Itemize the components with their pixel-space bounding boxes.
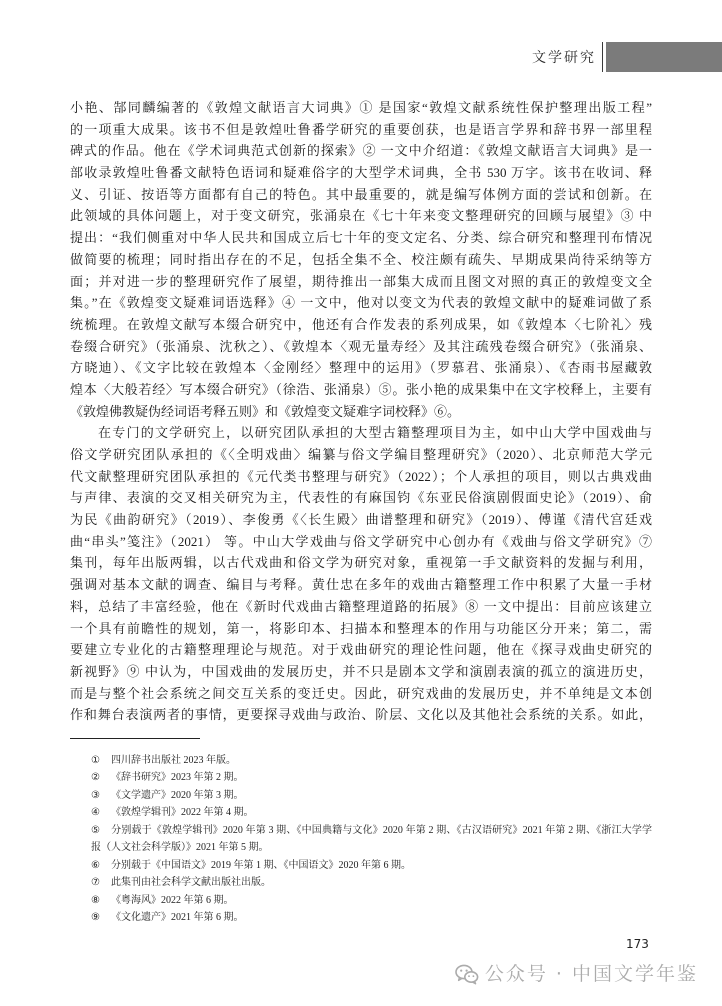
paragraph (70, 422, 652, 726)
footnote (91, 892, 652, 909)
body-line: 《敦煌佛教疑伪经词语考释五则》和《敦煌变文疑难字词校释》⑥。 (70, 403, 461, 419)
footnote-number: ④ (91, 807, 100, 819)
body-line: 提出：“我们侧重对中华人民共和国成立后七十年的变文定名、分类、综合研究和整理刊布情况 (70, 230, 652, 246)
body-line: 集刊，每年出版两辑，以古代戏曲和俗文学为研究对象，重视第一手文献资料的发掘与利用， (70, 555, 652, 571)
body-line: 与声律、表演的交叉相关研究为主，代表性的有麻国钧《东亚民俗演剧假面史论》（2019）、俞 (70, 490, 652, 506)
body-line: 碑式的作品。他在《学术词典范式创新的探索》② 一文中介绍道：《敦煌文献语言大词典》是一 (70, 143, 652, 159)
body-line: 方晓迪）、《文字比较在敦煌本〈金刚经〉整理中的运用》（罗慕君、张涌泉）、《杏雨书屋藏敦 (70, 360, 652, 376)
footnote-text: 分别载于《敦煌学辑刊》2020 年第 3 期、《中国典籍与文化》2020 年第 2 期、《古汉语研究》2021 年第 2 期、《浙江大学学报（人文社会科学版）》2021 年第 5 期。 (91, 824, 652, 854)
footnote-number: ⑦ (91, 877, 100, 889)
watermark-text: 公众号 · 中国文学年鉴 (484, 963, 698, 985)
footnotes (91, 752, 652, 927)
footnote-text: 《文学遗产》2020 年第 3 期。 (111, 789, 244, 801)
body-line: 代文献整理研究团队承担的《元代类书整理与研究》（2022）；个人承担的项目，则以古典戏曲 (70, 468, 652, 484)
footnote-number: ① (91, 755, 100, 766)
footnote-text: 此集刊由社会科学文献出版社出版。 (111, 877, 271, 889)
footnote (91, 909, 652, 926)
page-number: 173 (626, 937, 649, 951)
body-line: 做简要的梳理；同时指出存在的不足，包括全集不全、校注颇有疏失、早期成果尚待采纳等方 (70, 251, 652, 267)
footnote (91, 787, 652, 804)
body-line: 曲“串头”笺注》（2021） 等。中山大学戏曲与俗文学研究中心创办有《戏曲与俗文学研究》⑦ (70, 533, 652, 549)
footnote-text: 《文化遗产》2021 年第 6 期。 (111, 912, 244, 924)
footnote-number: ⑨ (91, 912, 100, 924)
body-line: 面；并对进一步的整理研究作了展望，期待推出一部集大成而且图文对照的真正的敦煌变文全 (70, 273, 652, 289)
header-divider (602, 42, 603, 72)
wechat-icon (455, 964, 479, 985)
body-line: 的一项重大成果。该书不但是敦煌吐鲁番学研究的重要创获，也是语言学界和辞书界一部里程 (70, 121, 652, 137)
body-line: 料，总结了丰富经验，他在《新时代戏曲古籍整理道路的拓展》⑧ 一文中提出：目前应该建立 (70, 598, 652, 614)
section-header-title: 文学研究 (532, 50, 596, 66)
footnote-number: ③ (91, 789, 100, 801)
body-line: 集。”在《敦煌变文疑难词语选释》④ 一文中，他对以变文为代表的敦煌文献中的疑难词做了系 (70, 295, 652, 311)
body-line: 卷缀合研究》（张涌泉、沈秋之）、《敦煌本〈观无量寿经〉及其注疏残卷缀合研究》（张涌泉、 (70, 338, 652, 354)
footnote-number: ⑥ (91, 859, 100, 871)
paragraph (70, 97, 652, 422)
header-gray-bar (606, 42, 722, 72)
body-line: 新视野》⑨ 中认为，中国戏曲的发展历史，并不只是剧本文学和演剧表演的孤立的演进历史， (70, 663, 652, 679)
body-line: 而是与整个社会系统之间交互关系的变迁史。因此，研究戏曲的发展历史，并不单纯是文本创 (70, 685, 652, 701)
footnote-text: 《敦煌学辑刊》2022 年第 4 期。 (111, 807, 254, 819)
body-line: 作和舞台表演两者的事情，更要探寻戏曲与政治、阶层、文化以及其他社会系统的关系。如此， (70, 707, 652, 723)
footnote-text: 《粤海风》2022 年第 6 期。 (111, 894, 234, 906)
footnote-separator (70, 738, 200, 739)
body-line: 义、引证、按语等方面都有自己的特色。其中最重要的，就是编写体例方面的尝试和创新。在 (70, 186, 652, 202)
footnote (91, 804, 652, 821)
footnote (91, 874, 652, 891)
footnote (91, 857, 652, 874)
body-line: 小艳、郜同麟编著的《敦煌文献语言大词典》① 是国家“敦煌文献系统性保护整理出版工程” (70, 100, 652, 115)
body-line: 此领域的具体问题上，对于变文研究，张涌泉在《七十年来变文整理研究的回顾与展望》③ 中 (70, 208, 652, 224)
body-line: 统梳理。在敦煌文献写本缀合研究中，他还有合作发表的系列成果，如《敦煌本〈七阶礼〉残 (70, 316, 652, 332)
footnote-number: ⑧ (91, 894, 100, 906)
body-line: 一个具有前瞻性的规划，第一，将影印本、扫描本和整理本的作用与功能区分开来；第二，需 (70, 620, 652, 636)
footnote-text: 分别载于《中国语文》2019 年第 1 期、《中国语文》2020 年第 6 期。 (111, 859, 411, 871)
footnote-text: 四川辞书出版社 2023 年版。 (111, 755, 236, 766)
footnote-number: ⑤ (91, 824, 100, 836)
footnote (91, 769, 652, 786)
footnote-text: 《辞书研究》2023 年第 2 期。 (111, 772, 244, 784)
body-line: 强调对基本文献的调查、编目与考释。黄仕忠在多年的戏曲古籍整理工作中积累了大量一手材 (70, 577, 652, 593)
body-line: 部收录敦煌吐鲁番文献特色语词和疑难俗字的大型学术词典，全书 530 万字。该书在收词、释 (70, 165, 652, 181)
body-line: 俗文学研究团队承担的《〈全明戏曲〉编纂与俗文学编目整理研究》（2020）、北京师范大学元 (70, 447, 652, 462)
body-line: 煌本〈大般若经〉写本缀合研究》（徐浩、张涌泉）⑤。张小艳的成果集中在文字校释上，主要有 (70, 381, 652, 397)
footnote-number: ② (91, 772, 100, 784)
footnote (91, 752, 652, 769)
footnote (91, 822, 652, 857)
body-line: 为民《曲韵研究》（2019）、李俊勇《〈长生殿〉曲谱整理和研究》（2019）、傅谨《清代宫廷戏 (70, 512, 652, 528)
watermark (455, 962, 698, 986)
body-line: 要建立专业化的古籍整理理论与规范。对于戏曲研究的理论性问题，他在《探寻戏曲史研究的 (70, 642, 652, 658)
body-text (70, 97, 652, 726)
body-line: 在专门的文学研究上，以研究团队承担的大型古籍整理项目为主，如中山大学中国戏曲与 (98, 425, 652, 441)
